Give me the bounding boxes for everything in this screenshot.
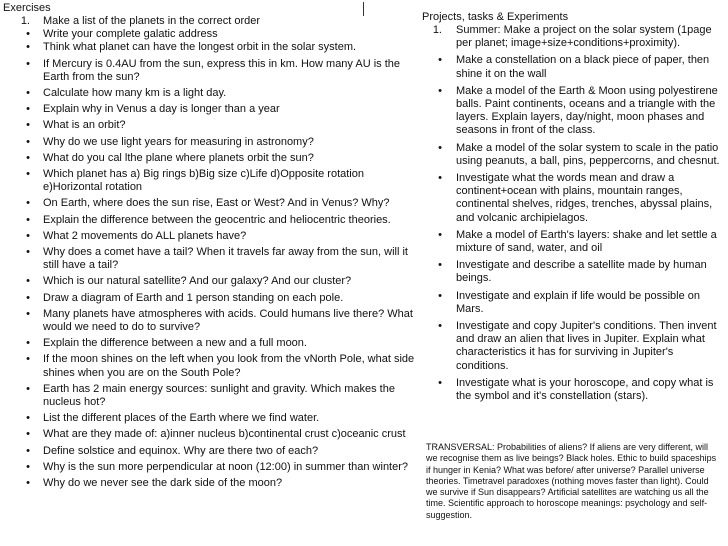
- list-marker: •: [26, 444, 30, 457]
- list-marker: •: [438, 54, 442, 67]
- exercise-item: [3, 275, 417, 288]
- list-marker: •: [26, 87, 30, 100]
- exercise-item: [3, 28, 417, 41]
- exercise-item: [3, 103, 417, 116]
- exercise-item: [3, 445, 417, 458]
- project-item-text: Make a model of the solar system to scale in the patio using peanuts, a ball, pins, peppercorns, and chesnut.: [456, 141, 720, 167]
- project-item: [422, 85, 726, 138]
- project-item: [422, 377, 726, 403]
- list-marker: •: [26, 477, 30, 490]
- project-item-text: Investigate what is your horoscope, and copy what is the symbol and it's constellation (stars).: [456, 376, 714, 403]
- exercise-item: [3, 87, 417, 100]
- exercise-item: [3, 477, 417, 490]
- list-marker: 1.: [20, 15, 30, 27]
- exercise-item: [3, 353, 417, 379]
- exercise-item-text: If Mercury is 0.4AU from the sun, express this in km. How many AU is the Earth from the sun?: [43, 57, 401, 83]
- exercise-item-text: Why does a comet have a tail? When it travels far away from the sun, will it still have a tail?: [43, 246, 408, 272]
- exercise-item: [3, 246, 417, 272]
- exercise-item: [3, 383, 417, 409]
- project-item-text: Summer: Make a project on the solar system (1page per planet; image+size+conditions+proximity).: [456, 24, 712, 50]
- exercise-item-text: If the moon shines on the left when you look from the vNorth Pole, what side shines when you are on the South Pole?: [43, 353, 415, 379]
- exercise-item-text: What is an orbit?: [43, 119, 126, 132]
- exercise-item: [3, 428, 417, 441]
- exercise-item-text: Make a list of the planets in the correct order: [43, 15, 261, 27]
- project-item: [422, 320, 726, 373]
- exercise-item-text: Think what planet can have the longest orbit in the solar system.: [43, 41, 357, 54]
- list-marker: •: [26, 246, 30, 259]
- list-marker: •: [26, 119, 30, 132]
- list-marker: •: [26, 168, 30, 181]
- list-marker: •: [26, 41, 30, 54]
- list-marker: •: [438, 259, 442, 272]
- list-marker: •: [26, 428, 30, 441]
- exercise-item-text: Which is our natural satellite? And our galaxy? And our cluster?: [43, 275, 352, 288]
- list-marker: 1.: [432, 24, 442, 36]
- list-marker: •: [26, 291, 30, 304]
- list-marker: •: [26, 275, 30, 288]
- list-marker: •: [438, 141, 442, 154]
- exercise-item: [3, 168, 417, 194]
- list-marker: •: [438, 376, 442, 389]
- list-marker: •: [26, 57, 30, 70]
- list-marker: •: [26, 151, 30, 164]
- list-marker: •: [26, 307, 30, 320]
- exercise-item-text: Explain the difference between the geocentric and heliocentric theories.: [43, 213, 391, 226]
- exercises-section: [3, 0, 417, 490]
- list-marker: •: [438, 84, 442, 97]
- project-item-text: Make a model of Earth's layers: shake and let settle a mixture of sand, water, and oil: [456, 228, 717, 255]
- list-marker: •: [26, 382, 30, 395]
- exercise-item: [3, 337, 417, 350]
- project-item: [422, 172, 726, 225]
- exercise-item-text: What do you cal lthe plane where planets orbit the sun?: [43, 151, 314, 164]
- list-marker: •: [26, 213, 30, 226]
- list-marker: •: [26, 28, 30, 41]
- list-marker: •: [26, 460, 30, 473]
- project-item-text: Investigate and describe a satellite made by human beings.: [456, 259, 707, 285]
- list-marker: •: [26, 412, 30, 425]
- exercise-item-text: Why do we use light years for measuring in astronomy?: [43, 135, 314, 148]
- exercises-heading: Exercises: [3, 2, 51, 14]
- project-item: [422, 290, 726, 316]
- projects-heading: Projects, tasks & Experiments: [422, 11, 569, 23]
- exercise-item-text: Write your complete galatic address: [43, 28, 218, 41]
- exercise-item-text: On Earth, where does the sun rise, East or West? And in Venus? Why?: [43, 197, 390, 210]
- exercise-item: [3, 119, 417, 132]
- exercise-item: [3, 197, 417, 210]
- exercise-item-text: Earth has 2 main energy sources: sunlight and gravity. Which makes the nucleus hot?: [43, 382, 395, 409]
- projects-section: [422, 0, 726, 403]
- project-item: [422, 54, 726, 80]
- exercise-item-text: Define solstice and equinox. Why are there two of each?: [43, 444, 319, 457]
- projects-list: [422, 24, 726, 403]
- exercises-list: [3, 15, 417, 490]
- exercise-item-text: What 2 movements do ALL planets have?: [43, 229, 247, 242]
- exercise-item: [3, 136, 417, 149]
- list-marker: •: [26, 197, 30, 210]
- list-marker: •: [26, 103, 30, 116]
- project-item-text: Investigate and copy Jupiter's conditions. Then invent and draw an alien that lives in Jupiter. Explain what characteristics it has for surviving in Jupiter's conditions.: [456, 320, 717, 372]
- exercise-item: [3, 41, 417, 54]
- exercise-item-text: Explain the difference between a new and a full moon.: [43, 337, 307, 350]
- project-item: [422, 229, 726, 255]
- transversal-note: TRANSVERSAL: Probabilities of aliens? If aliens are very different, will we recognise them as live beings? Black holes. Ethic to build spaceships if hunger in Kenia? What was before/ after universe? Parallel universe theories. Timetravel paradoxes (nothing moves faster than light). Could we survive if Sun disappears? Artificial satellites are watching us all the time. Scientific approach to horoscope meanings: psychology and self-suggestion.: [426, 442, 717, 520]
- list-marker: •: [26, 337, 30, 350]
- exercise-item: [3, 308, 417, 334]
- list-marker: •: [438, 228, 442, 241]
- list-marker: •: [26, 353, 30, 366]
- project-item-text: Investigate and explain if life would be possible on Mars.: [456, 289, 700, 315]
- exercise-item-text: Draw a diagram of Earth and 1 person standing on each pole.: [43, 291, 344, 304]
- project-item: [422, 259, 726, 285]
- project-item-text: Make a model of the Earth & Moon using polyestirene balls. Paint continents, oceans and a triangle with the layers. Explain layers, day/night, moon phases and seasons in front of the class.: [456, 84, 718, 137]
- list-marker: •: [26, 135, 30, 148]
- exercise-item-text: Which planet has a) Big rings b)Big size c)Life d)Opposite rotation e)Horizontal rotation: [43, 168, 364, 194]
- exercise-item: [3, 230, 417, 243]
- list-marker: •: [438, 320, 442, 333]
- list-marker: •: [26, 229, 30, 242]
- exercise-item: [3, 214, 417, 227]
- project-item-text: Make a constellation on a black piece of paper, then shine it on the wall: [456, 54, 710, 80]
- exercise-item: [3, 15, 417, 28]
- exercise-item-text: What are they made of: a)inner nucleus b)continental crust c)oceanic crust: [43, 428, 406, 441]
- project-item: [422, 24, 726, 50]
- exercise-item-text: Why do we never see the dark side of the moon?: [43, 477, 283, 490]
- exercise-item: [3, 152, 417, 165]
- list-marker: •: [438, 172, 442, 185]
- exercise-item-text: Calculate how many km is a light day.: [43, 87, 227, 100]
- exercise-item: [3, 461, 417, 474]
- exercise-item-text: Many planets have atmospheres with acids. Could humans live there? What would we need to do to survive?: [43, 307, 413, 334]
- exercise-item: [3, 412, 417, 425]
- project-item-text: Investigate what the words mean and draw a continent+ocean with plains, mountain ranges, continental shelves, ridges, trenches, abyssal plains, and volcanic archipielagos.: [456, 172, 713, 224]
- project-item: [422, 142, 726, 168]
- exercise-item: [3, 292, 417, 305]
- list-marker: •: [438, 289, 442, 302]
- exercise-item-text: List the different places of the Earth where we find water.: [43, 412, 320, 425]
- exercise-item-text: Why is the sun more perpendicular at noon (12:00) in summer than winter?: [43, 460, 409, 473]
- exercise-item-text: Explain why in Venus a day is longer than a year: [43, 103, 280, 116]
- exercise-item: [3, 58, 417, 84]
